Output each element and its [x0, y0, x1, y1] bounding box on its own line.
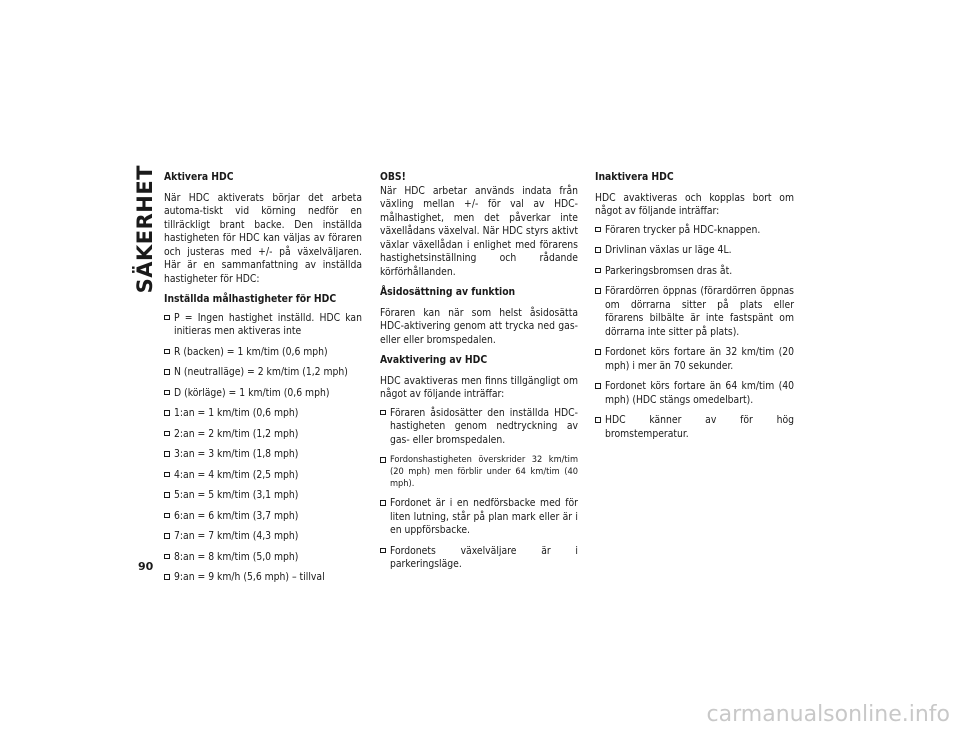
checkbox-bullet-icon	[380, 457, 386, 463]
deactivation-list	[380, 407, 578, 572]
section-tab: SÄKERHET	[133, 165, 157, 294]
note-heading: OBS!	[380, 171, 406, 183]
list-item: Fordonet körs fortare än 32 km/tim (20 mph) i mer än 70 sekunder.	[595, 346, 794, 373]
list-item: D (körläge) = 1 km/tim (0,6 mph)	[164, 387, 362, 401]
checkbox-bullet-icon	[595, 247, 601, 253]
list-item: Fordonshastigheten överskrider 32 km/tim (20 mph) men förblir under 64 km/tim (40 mph).	[380, 454, 578, 490]
heading-deactivation: Avaktivering av HDC	[380, 354, 488, 366]
list-item: Drivlinan växlas ur läge 4L.	[595, 244, 794, 258]
checkbox-bullet-icon	[164, 390, 170, 396]
list-item: 6:an = 6 km/tim (3,7 mph)	[164, 510, 362, 524]
list-item: 9:an = 9 km/h (5,6 mph) – tillval	[164, 571, 362, 585]
heading-override: Åsidosättning av funktion	[380, 286, 516, 298]
list-item: 2:an = 2 km/tim (1,2 mph)	[164, 428, 362, 442]
subheading-target-speeds: Inställda målhastigheter för HDC	[164, 293, 337, 305]
checkbox-bullet-icon	[380, 548, 386, 554]
checkbox-bullet-icon	[164, 431, 170, 437]
heading-activate-hdc: Aktivera HDC	[164, 171, 234, 183]
list-item: Förardörren öppnas (förardörren öppnas om dörrarna sitter på plats eller förarens bilbälte är inte fastspänt om dörrarna inte sitter på plats).	[595, 285, 794, 339]
list-item: Fordonets växelväljare är i parkeringsläge.	[380, 545, 578, 572]
list-item: 8:an = 8 km/tim (5,0 mph)	[164, 551, 362, 565]
checkbox-bullet-icon	[164, 369, 170, 375]
list-item: 7:an = 7 km/tim (4,3 mph)	[164, 530, 362, 544]
column-1	[164, 171, 362, 592]
list-item: Föraren trycker på HDC-knappen.	[595, 224, 794, 238]
checkbox-bullet-icon	[595, 383, 601, 389]
deactivation-paragraph: HDC avaktiveras men finns tillgängligt om något av följande inträffar:	[380, 374, 578, 400]
list-item: HDC känner av för hög bromstemperatur.	[595, 414, 794, 441]
list-item: 1:an = 1 km/tim (0,6 mph)	[164, 407, 362, 421]
checkbox-bullet-icon	[595, 227, 601, 233]
disable-paragraph: HDC avaktiveras och kopplas bort om något av följande inträffar:	[595, 191, 794, 217]
watermark: carmanualsonline.info	[706, 702, 950, 727]
list-item: Fordonet är i en nedförsbacke med för liten lutning, står på plan mark eller är i en uppförsbacke.	[380, 497, 578, 538]
checkbox-bullet-icon	[164, 410, 170, 416]
checkbox-bullet-icon	[595, 349, 601, 355]
checkbox-bullet-icon	[164, 472, 170, 478]
checkbox-bullet-icon	[164, 451, 170, 457]
checkbox-bullet-icon	[164, 554, 170, 560]
checkbox-bullet-icon	[164, 513, 170, 519]
checkbox-bullet-icon	[595, 268, 601, 274]
list-item: 4:an = 4 km/tim (2,5 mph)	[164, 469, 362, 483]
list-item: N (neutralläge) = 2 km/tim (1,2 mph)	[164, 366, 362, 380]
checkbox-bullet-icon	[164, 492, 170, 498]
checkbox-bullet-icon	[164, 349, 170, 355]
checkbox-bullet-icon	[164, 533, 170, 539]
note-text: När HDC arbetar används indata från växling mellan +/- för val av HDC-målhastighet, men det påverkar inte växellådans växelval. När HDC styrs aktivt växlar växellådan i enlighet med förarens hastighetsinställning och rådande körförhållanden.	[380, 184, 578, 278]
checkbox-bullet-icon	[595, 288, 601, 294]
list-item: 3:an = 3 km/tim (1,8 mph)	[164, 448, 362, 462]
speed-list	[164, 312, 362, 585]
checkbox-bullet-icon	[164, 315, 170, 321]
column-3	[595, 171, 794, 448]
checkbox-bullet-icon	[380, 410, 386, 416]
list-item: 5:an = 5 km/tim (3,1 mph)	[164, 489, 362, 503]
list-item: Föraren åsidosätter den inställda HDC-hastigheten genom nedtryckning av gas- eller bromspedalen.	[380, 407, 578, 448]
intro-paragraph: När HDC aktiverats börjar det arbeta automa-tiskt vid körning nedför en tillräckligt brant backe. Den inställda hastigheten för HDC kan väljas av föraren och justeras med +/- på växelväljaren. Här är en sammanfattning av inställda hastigheter för HDC:	[164, 191, 362, 285]
checkbox-bullet-icon	[164, 574, 170, 580]
list-item: P = Ingen hastighet inställd. HDC kan initieras men aktiveras inte	[164, 312, 362, 339]
list-item: R (backen) = 1 km/tim (0,6 mph)	[164, 346, 362, 360]
checkbox-bullet-icon	[380, 500, 386, 506]
heading-disable-hdc: Inaktivera HDC	[595, 171, 674, 183]
list-item: Parkeringsbromsen dras åt.	[595, 265, 794, 279]
page-number: 90	[138, 560, 154, 573]
list-item: Fordonet körs fortare än 64 km/tim (40 mph) (HDC stängs omedelbart).	[595, 380, 794, 407]
checkbox-bullet-icon	[595, 417, 601, 423]
disable-list	[595, 224, 794, 442]
column-2	[380, 171, 578, 579]
override-paragraph: Föraren kan när som helst åsidosätta HDC-aktivering genom att trycka ned gas- eller eller bromspedalen.	[380, 306, 578, 346]
